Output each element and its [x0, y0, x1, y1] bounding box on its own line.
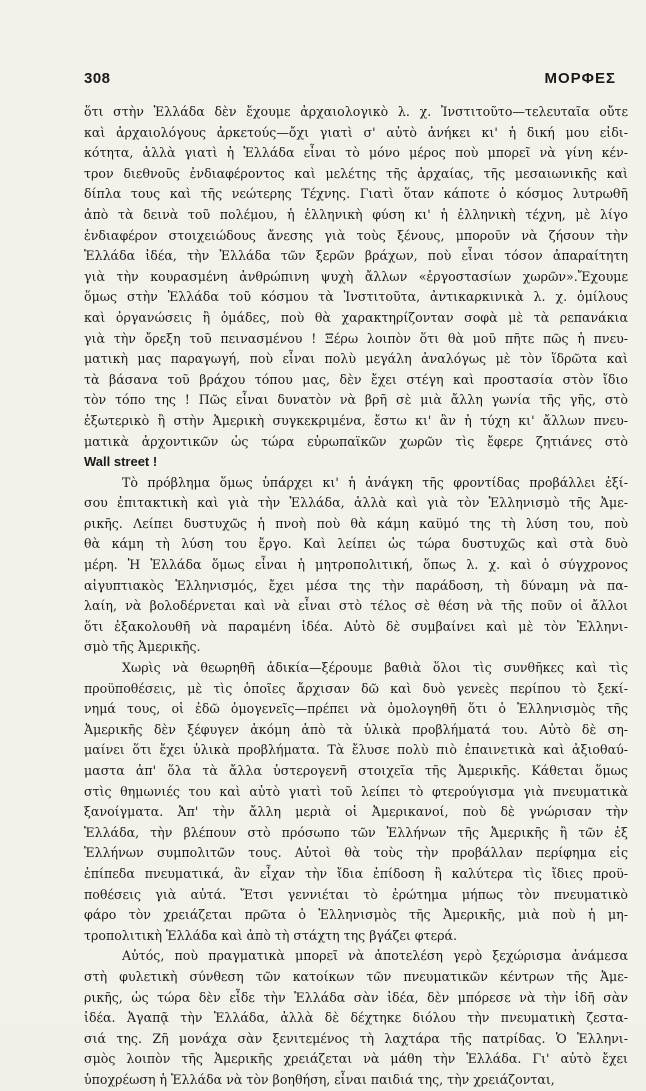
- text-line: ποθέσεις γιὰ αὐτά. Ἔτσι γεννιέται τὸ ἐρώτημα μήπως τὸν πνευματικὸ: [84, 886, 628, 902]
- text-line: λαίη, νὰ βολοδέρνεται καὶ νὰ εἶναι στὸ τέλος σὲ θέση νὰ τῆς ποῦν οἱ ἄλλοι: [84, 598, 628, 614]
- text-line: τὸν τόπο της ! Πῶς εἶναι δυνατὸν νὰ βρῆ σὲ μιὰ ἄλλη γωνία τῆς γῆς, στὸ: [84, 392, 628, 408]
- text-line: ἐξωτερικὸ ἢ στὴν Ἀμερικὴ συγκεκριμένα, ἔστω κι' ἂν ἡ τύχη κι' ἄλλων πνευ-: [84, 412, 628, 428]
- text-line: στὶς θημωνιές του καὶ αὐτὸ γιατὶ τοῦ λείπει τὸ φτερούγισμα γιὰ πνευματικὰ: [84, 783, 628, 799]
- page-header: [84, 70, 616, 92]
- text-line: τὰ βάσανα τοῦ βράχου τόπου μας, δὲν ἔχει στέγη καὶ προστασία στὸν ἴδιο: [84, 371, 628, 387]
- text-line: σιά της. Ζῆ μονάχα σὰν ξενιτεμένος τὴ λαχτάρα τῆς πατρίδας. Ὁ Ἑλληνι-: [84, 1030, 628, 1046]
- text-line: προϋποθέσεις, μὲ τὶς ὁποῖες ἄρχισαν δῶ καὶ δυὸ γενεὲς περίπου τὸ ξεκί-: [84, 680, 628, 696]
- text-line: ματικὴ μας παραγωγή, ποὺ εἶναι πολὺ μεγάλη ἀναλόγως μὲ τὸν ἵδρῶτα καὶ: [84, 351, 628, 367]
- text-line: σμὸ τῆς Ἀμερικῆς.: [84, 639, 201, 655]
- text-line: νημά τους, οἱ ἐδῶ ὁμογενεῖς—πρέπει νὰ ὁμολογηθῆ ὅτι ὁ Ἑλληνισμὸς τῆς: [84, 701, 628, 717]
- text-line: γιὰ τὴν κουρασμένη ἀνθρώπινη ψυχὴ ἄλλων «ἐργοστασίων χωρῶν».Ἔχουμε: [84, 268, 628, 284]
- text-line: Ἑλλάδα ἰδέα, τὴν Ἑλλάδα τῶν ξερῶν βράχων, ποὺ εἶναι τόσον ἀπαραίτητη: [84, 248, 628, 264]
- text-line: στὴ φυλετικὴ σύνθεση τῶν κατοίκων τῶν πνευματικῶν κέντρων τῆς Ἀμε-: [84, 968, 628, 984]
- text-line: φάρο τὸν χρειάζεται πρῶτα ὁ Ἑλληνισμὸς τῆς Ἀμερικῆς, μιὰ ποὺ ἡ μη-: [84, 907, 628, 923]
- text-line-bold: Wall street !: [84, 454, 158, 470]
- text-line: Αὐτός, ποὺ πραγματικὰ μπορεῖ νὰ ἀποτελέση γερὸ ξεχώρισμα ἀνάμεσα: [122, 948, 628, 964]
- text-line: μέρη. Ἡ Ἑλλάδα ὅμως εἶναι ἡ μητροπολιτική, ὅπως λ. χ. καὶ ὁ σύγχρονος: [84, 557, 628, 573]
- text-line: μαίνει ὅτι ἔχει ὑλικὰ προβλήματα. Τὰ ἔλυσε πολὺ πιὸ ἐπαινετικὰ καὶ ἀξιοθαύ-: [84, 742, 628, 758]
- text-line: τροπολιτικὴ Ἑλλάδα καὶ ἀπὸ τὴ στάχτη της βγάζει φτερά.: [84, 927, 458, 943]
- text-line: δίπλα τους καὶ τῆς νεώτερης Τέχνης. Γιατὶ ὅταν κάποτε ὁ κόσμος λυτρωθῆ: [84, 186, 628, 202]
- text-line: ὅμως στὴν Ἑλλάδα τοῦ κόσμου τὰ Ἰνστιτοῦτα, ἀντικαρκινικὰ λ. χ. ὁμίλους: [84, 289, 628, 305]
- text-line: ρικῆς. Λείπει δυστυχῶς ἡ πνοὴ ποὺ θὰ κάμη καϋμό της τὴ λύση του, ποὺ: [84, 515, 628, 531]
- text-line: ὅτι στὴν Ἑλλάδα δὲν ἔχουμε ἀρχαιολογικὸ λ. χ. Ἰνστιτοῦτο—τελευταῖα οὔτε: [84, 104, 628, 119]
- text-line: θὰ κάμη τὴ λύση του ἔργο. Καὶ λείπει ὡς τώρα δυστυχῶς καὶ στὰ δυὸ: [84, 536, 628, 552]
- body-text: [84, 102, 628, 1091]
- text-line: ἀπὸ τὰ δεινὰ τοῦ πολέμου, ἡ ἑλληνικὴ φύση κι' ἡ ἑλληνικὴ τέχνη, μὲ λίγο: [84, 206, 628, 222]
- text-line: Ἑλλάδα, τὴν βλέπουν στὸ πρόσωπο τῶν Ἑλλήνων τῆς Ἀμερικῆς ἢ τῶν ἐξ: [84, 824, 628, 840]
- text-line: ὅτι ἐξακολουθῆ νὰ παραμένη ἰδέα. Αὐτὸ δὲ συμβαίνει καὶ μὲ τὸν Ἑλληνι-: [84, 618, 628, 634]
- text-line: καὶ ἀρχαιολόγους ἀρκετούς—ὄχι γιατὶ σ' αὐτὸ ἀνήκει κι' ἡ δική μου εἰδι-: [84, 124, 628, 140]
- text-line: ἐπίπεδα πνευματικά, ἂν εἶχαν τὴν ἴδια ἐπίδοση ἢ καλύτερα τὶς ἴδιες προϋ-: [84, 865, 628, 881]
- running-title: ΜΟΡΦΕΣ: [544, 70, 616, 87]
- text-line: ξανοίγματα. Ἀπ' τὴν ἄλλη μεριὰ οἱ Ἀμερικανοί, ποὺ δὲ γνώρισαν τὴν: [84, 804, 628, 820]
- text-line: Ἑλλήνων συμπολιτῶν τους. Αὐτοὶ θὰ τοὺς τὴν προβάλλαν περίφημα εἰς: [84, 845, 628, 861]
- text-line: Χωρὶς νὰ θεωρηθῆ ἀδικία—ξέρουμε βαθιὰ ὅλοι τὶς συνθῆκες καὶ τὶς: [122, 660, 628, 676]
- text-line: ρικῆς, ὡς τώρα δὲν εἶδε τὴν Ἑλλάδα σὰν ἰδέα, δὲν μπόρεσε νὰ τὴν ἰδῆ σὰν: [84, 989, 628, 1005]
- text-line: αἰγυπτιακὸς Ἑλληνισμός, ἔχει μέσα της τὴν παράδοση, τὴ δύναμη νὰ πα-: [84, 577, 628, 593]
- page-number: 308: [84, 70, 111, 87]
- text-line: σμὸς λοιπὸν τῆς Ἀμερικῆς χρειάζεται νὰ μάθη τὴν Ἑλλάδα. Γι' αὐτὸ ἔχει: [84, 1051, 628, 1067]
- text-line: τρον διεθνοῦς ἐνδιαφέροντος καὶ μελέτης τῆς ἀρχαίας, τῆς μεσαιωνικῆς καὶ: [84, 165, 628, 181]
- text-line: κότητα, ἀλλὰ γιατὶ ἡ Ἑλλάδα εἶναι τὸ μόνο μέρος ποὺ μπορεῖ νὰ γίνη κέν-: [84, 145, 628, 161]
- text-line: μαστα ἀπ' ὅλα τὰ ἄλλα ὑστερογενῆ στοιχεῖα τῆς Ἀμερικῆς. Κάθεται ὅμως: [84, 763, 628, 778]
- text-line: Τὸ πρόβλημα ὅμως ὑπάρχει κι' ἡ ἀνάγκη τῆς φροντίδας προβάλλει ἐξί-: [122, 474, 628, 490]
- text-line: ὑποχρέωση ἡ Ἑλλάδα νὰ τὸν βοηθήση, εἶναι παιδιά της, τὴν χρειάζονται,: [84, 1071, 555, 1087]
- text-line: ἰδέα. Ἀγαπᾷ τὴν Ἑλλάδα, ἀλλὰ δὲ δέχτηκε διόλου τὴν πνευματικὴ ζεστα-: [84, 1010, 628, 1026]
- text-line: σου ἐπιτακτικὴ καὶ γιὰ τὴν Ἑλλάδα, ἀλλὰ καὶ γιὰ τὸν Ἑλληνισμὸ τῆς Ἀμε-: [84, 495, 628, 511]
- text-line: ἐνδιαφέρον στοιχειώδους ἄνεσης γιὰ τοὺς ξένους, μποροῦν νὰ ζήσουν τὴν: [84, 227, 628, 243]
- text-line: ματικὰ ἀρχοντικῶν ὡς τώρα εὐρωπαϊκῶν χωρῶν τὶς ἔφερε ζητιάνες στὸ: [84, 433, 628, 449]
- text-line: καὶ ὀργανώσεις ἢ ὁμάδες, ποὺ θὰ χαρακτηρίζονταν σοφὰ μὲ τὰ ρεπανάκια: [84, 309, 628, 325]
- text-line: γιὰ τὴν ὄρεξη τοῦ πεινασμένου ! Ξέρω λοιπὸν ὅτι θὰ μοῦ πῆτε πῶς ἡ πνευ-: [84, 330, 628, 346]
- text-line: Ἀμερικῆς δὲν ξέφυγεν ἀκόμη ἀπὸ τὰ ὑλικὰ προβλήματά του. Αὐτὸ δὲ ση-: [84, 721, 628, 737]
